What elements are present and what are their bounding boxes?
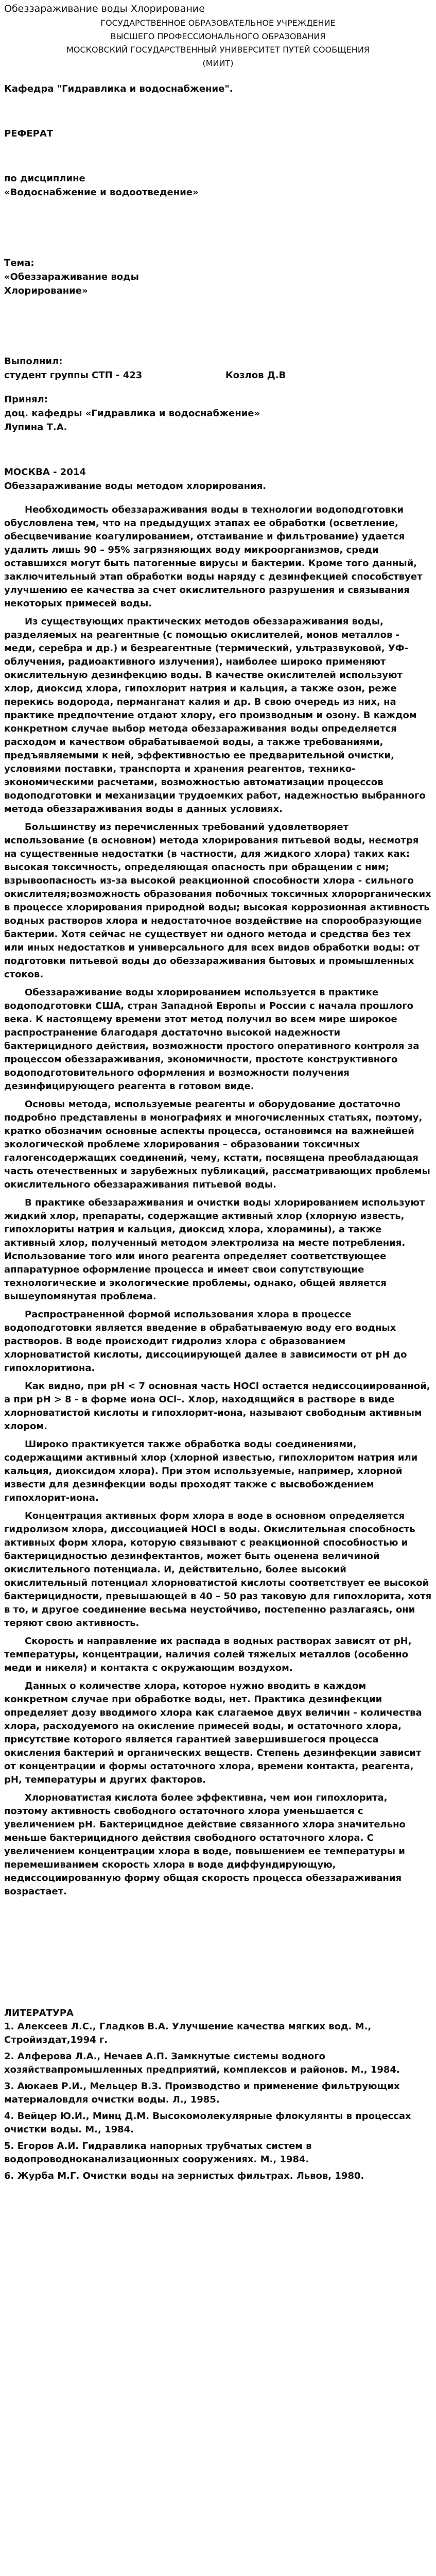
literature-list bbox=[4, 2020, 432, 2183]
paragraph: Скорость и направление их распада в водных растворах зависят от рН, температуры, концентрации, наличия солей тяжелых металлов (особенно меди и никеля) и контакта с окружающим воздухом. bbox=[4, 1636, 412, 1673]
literature-title: ЛИТЕРАТУРА bbox=[4, 2008, 74, 2019]
paragraph: Основы метода, используемые реагенты и оборудование достаточно подробно представлены в монографиях и многочисленных статьях, поэтому, кратко обозначим основные аспекты процесса, остановимся на важнейшей экологической проблеме хлорирования – образовании токсичных галогенсодержащих соединений, чему, кстати, посвящена преобладающая часть отечественных и зарубежных публикаций, рассматривающих проблемы окислительного обеззараживания питьевой воды. bbox=[4, 1099, 430, 1190]
header-line: ВЫСШЕГО ПРОФЕССИОНАЛЬНОГО ОБРАЗОВАНИЯ bbox=[110, 31, 326, 41]
paragraph: Данных о количестве хлора, которое нужно вводить в каждом конкретном случае при обработке воды, нет. Практика дезинфекции определяет дозу вводимого хлора как слагаемое двух величин - количества хлора, расходуемого на окисление примесей воды, и остаточного хлора, присутствие которого является гарантией завершившегося процесса окисления бактерий и органических веществ. Степень дезинфекции зависит от концентрации и формы остаточного хлора, времени контакта, реагента, рН, температуры и других факторов. bbox=[4, 1681, 422, 1785]
topic-line: «Обеззараживание воды bbox=[4, 272, 139, 282]
document-type: РЕФЕРАТ bbox=[4, 128, 54, 139]
literature-item: 3. Аюкаев Р.И., Мельцер В.З. Производство и применение фильтрующих материаловдля очистки воды. Л., 1985. bbox=[4, 2081, 400, 2105]
performed-label: Выполнил: bbox=[4, 356, 63, 367]
header-line: (МИИТ) bbox=[202, 58, 234, 68]
subtitle: Обеззараживание воды методом хлорирования. bbox=[4, 481, 267, 492]
accepted-position: доц. кафедры «Гидравлика и водоснабжение» bbox=[4, 408, 260, 419]
document-title: Обеззараживание воды Хлорирование bbox=[4, 3, 205, 14]
student-group: студент группы СТП - 423 bbox=[4, 370, 143, 381]
paragraph: Хлорноватистая кислота более эффективна, чем ион гипохлорита, поэтому активность свободного остаточного хлора уменьшается с увеличением рН. Бактерицидное действие связанного хлора значительно меньше бактерицидного действия свободного остаточного хлора. С увеличением концентрации хлора в воде, повышением ее температуры и перемешиванием скорость хлора в воде диффундирующую, недиссоциированную форму общая скорость процесса обеззараживания возрастает. bbox=[4, 1792, 406, 1897]
literature-item: 4. Вейцер Ю.И., Минц Д.М. Высокомолекулярные флокулянты в процессах очистки воды. М., 1984. bbox=[4, 2111, 411, 2135]
topic-label: Тема: bbox=[4, 258, 34, 268]
literature-item: 1. Алексеев Л.С., Гладков В.А. Улучшение качества мягких вод. М., Стройиздат,1994 г. bbox=[4, 2021, 372, 2045]
city-year: МОСКВА - 2014 bbox=[4, 467, 86, 478]
discipline-label: по дисциплине bbox=[4, 173, 85, 184]
literature-item: 2. Алферова Л.А., Нечаев А.П. Замкнутые системы водного хозяйствапромышленных предприятий, комплексов и районов. М., 1984. bbox=[4, 2051, 400, 2075]
paragraph: Необходимость обеззараживания воды в технологии водоподготовки обусловлена тем, что на предыдущих этапах ее обработки (осветление, обесцвечивание коагулированием, отстаивание и фильтрование) удается удалить лишь 90 – 95% загрязняющих воду микроорганизмов, среди оставшихся могут быть патогенные вирусы и бактерии. Кроме того данный, заключительный этап обработки воды наряду с дезинфекцией способствует улучшению ее качества за счет окислительного разрушения и связывания некоторых примесей воды. bbox=[4, 504, 423, 609]
paragraph: Распространенной формой использования хлора в процессе водоподготовки является введение в обрабатываемую воду его водных растворов. В воде происходит гидролиз хлора с образованием хлорноватистой кислоты, диссоциирующей далее в зависимости от рН до гипохлоритиона. bbox=[4, 1309, 407, 1374]
accepted-label: Принял: bbox=[4, 394, 48, 405]
student-name: Козлов Д.В bbox=[225, 370, 286, 381]
paragraph: Из существующих практических методов обеззараживания воды, разделяемых на реагентные (с помощью окислителей, ионов металлов - меди, серебра и др.) и безреагентные (термический, ультразвуковой, УФ-облучения, радиоактивного излучения), наиболее широко применяют окислительную дезинфекцию воды. В качестве окислителей используют хлор, диоксид хлора, гипохлорит натрия и кальция, а также озон, реже перекись водорода, перманганат калия и др. В свою очередь из них, на практике предпочтение отдают хлору, его производным и озону. В каждом конкретном случае выбор метода обеззараживания воды определяется расходом и качеством обрабатываемой воды, а также требованиями, предъявляемыми к ней, эффективностью ее предварительной очистки, условиями поставки, транспорта и хранения реагентов, технико-экономическими расчетами, возможностью автоматизации процессов водоподготовки и механизации трудоемких работ, надежностью выбранного метода обеззараживания воды в данных условиях. bbox=[4, 616, 426, 815]
literature-item: 6. Журба М.Г. Очистки воды на зернистых фильтрах. Львов, 1980. bbox=[4, 2171, 364, 2181]
body-text bbox=[4, 503, 432, 1899]
header-line: МОСКОВСКИЙ ГОСУДАРСТВЕННЫЙ УНИВЕРСИТЕТ ПУТЕЙ СООБЩЕНИЯ bbox=[66, 45, 370, 55]
paragraph: Концентрация активных форм хлора в воде в основном определяется гидролизом хлора, диссоциацией HOCl в воды. Окислительная способность активных форм хлора, которую связывают с реакционной способностью и бактерицидностью дезинфектантов, может быть оценена величиной окислительного потенциала. И, действительно, более высокий окислительный потенциал хлорноватистой кислоты соответствует ее высокой бактерицидности, превышающей в 40 – 50 раз таковую для гипохлорита, хотя в то, и другое соединение весьма неустойчиво, постепенно разлагаясь, они теряют свою активность. bbox=[4, 1511, 432, 1629]
paragraph: Обеззараживание воды хлорированием используется в практике водоподготовки США, стран Западной Европы и России с начала прошлого века. К настоящему времени этот метод получил во всем мире широкое распространение благодаря достаточно высокой надежности бактерицидного действия, возможности простого оперативного контроля за процессом обеззараживания, экономичности, простоте конструктивного водоподготовительного оформления и возможности получения дезинфицирующего реагента в готовом виде. bbox=[4, 987, 420, 1092]
department-line: Кафедра "Гидравлика и водоснабжение". bbox=[4, 83, 233, 94]
paragraph: Большинству из перечисленных требований удовлетворяет использование (в основном) метода хлорирования питьевой воды, несмотря на существенные недостатки (в частности, для жидкого хлора) таких как: высокая токсичность, определяющая опасность при обращении с ним; взрывоопасность из-за высокой реакционной способности хлора - сильного окислителя;возможность образования побочных токсичных хлорорганических в процессе хлорирования природной воды; высокая коррозионная активность водных растворов хлора и недостаточное воздействие на спорообразующие бактерии. Хотя сейчас не существует ни одного метода и средства без тех или иных недостатков и универсального для всех видов обработки воды: от подготовки питьевой воды до обеззараживания бытовых и промышленных стоков. bbox=[4, 822, 431, 980]
topic-line: Хлорирование» bbox=[4, 285, 88, 296]
paragraph: В практике обеззараживания и очистки воды хлорированием используют жидкий хлор, препараты, содержащие активный хлор (хлорную известь, гипохлориты натрия и кальция, диоксид хлора, хлорамины), а также активный хлор, полученный методом электролиза на месте потребления. Использование того или иного реагента определяет соответствующее аппаратурное оформление процесса и имеет свои сопутствующие технологические и экологические проблемы, однако, общей является вышеупомянутая проблема. bbox=[4, 1197, 425, 1302]
accepted-name: Лупина Т.А. bbox=[4, 422, 67, 433]
student-line bbox=[4, 368, 432, 382]
header-line: ГОСУДАРСТВЕННОЕ ОБРАЗОВАТЕЛЬНОЕ УЧРЕЖДЕНИЕ bbox=[100, 18, 336, 28]
literature-item: 5. Егоров А.И. Гидравлика напорных трубчатых систем в водопроводноканализационных сооружениях. М., 1984. bbox=[4, 2141, 312, 2165]
discipline-name: «Водоснабжение и водоотведение» bbox=[4, 187, 199, 198]
paragraph: Широко практикуется также обработка воды соединениями, содержащими активный хлор (хлорной известью, гипохлоритом натрия или кальция, диоксидом хлора). При этом используемые, например, хлорной извести для дезинфекции воды проходят также с высвобождением гипохлорит-иона. bbox=[4, 1439, 418, 1503]
paragraph: Как видно, при рН < 7 основная часть HOCl остается недиссоциированной, а при рН > 8 - в форме иона OCl–. Хлор, находящийся в растворе в виде хлорноватистой кислоты и гипохлорит-иона, называют свободным активным хлором. bbox=[4, 1381, 430, 1432]
